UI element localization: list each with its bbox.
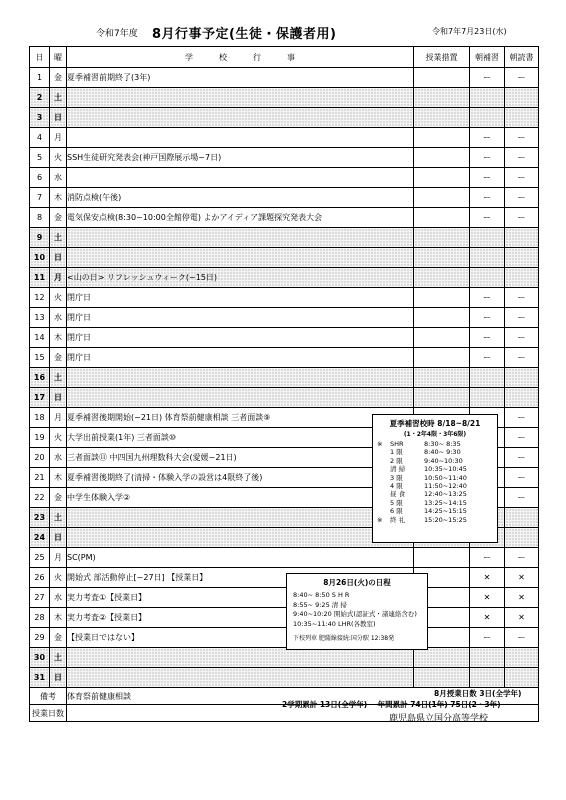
cumulative-totals xyxy=(282,699,501,710)
table-row xyxy=(30,388,539,408)
weekday-cell: 土 xyxy=(50,508,67,528)
morning-study-cell: ー xyxy=(470,288,505,308)
morning-reading-cell: ー xyxy=(505,488,539,508)
morning-reading-cell: ー xyxy=(505,68,539,88)
morning-reading-cell: ✕ xyxy=(505,568,539,588)
class-measure-cell xyxy=(414,648,470,668)
period-time: 10:50~11:40 xyxy=(424,473,467,482)
august-class-days: 8月授業日数 3日(全学年) xyxy=(434,689,522,698)
morning-study-cell: ー xyxy=(470,348,505,368)
morning-reading-cell xyxy=(505,368,539,388)
event-cell xyxy=(67,128,414,148)
day-cell: 7 xyxy=(30,188,50,208)
period-time: 11:50~12:40 xyxy=(424,482,467,491)
period-name: 2 限 xyxy=(390,456,403,465)
morning-study-cell: ー xyxy=(470,308,505,328)
day-cell: 24 xyxy=(30,528,50,548)
day-cell: 6 xyxy=(30,168,50,188)
day26-schedule-box xyxy=(286,573,428,650)
summer-period-row xyxy=(377,490,493,498)
event-cell: 中学生体験入学② xyxy=(67,488,414,508)
table-row xyxy=(30,228,539,248)
weekday-cell: 土 xyxy=(50,228,67,248)
table-row xyxy=(30,288,539,308)
morning-study-cell: ー xyxy=(470,548,505,568)
period-mark: ※ xyxy=(377,440,383,448)
schedule-table xyxy=(29,46,539,722)
event-cell: 【授業日ではない】 xyxy=(67,628,414,648)
period-mark xyxy=(377,448,390,456)
morning-reading-cell xyxy=(505,388,539,408)
day26-title: 8月26日(火)の日程 xyxy=(323,578,391,587)
day-cell: 19 xyxy=(30,428,50,448)
table-row xyxy=(30,208,539,228)
col-header-class-measure: 授業措置 xyxy=(414,47,470,68)
period-time: 13:25~14:15 xyxy=(424,498,467,507)
summer-schedule-box xyxy=(372,414,498,543)
class-measure-cell xyxy=(414,108,470,128)
period-name: 3 限 xyxy=(390,473,403,482)
weekday-cell: 水 xyxy=(50,308,67,328)
morning-reading-cell: ー xyxy=(505,468,539,488)
class-measure-cell xyxy=(414,548,470,568)
summer-period-row xyxy=(377,474,493,482)
morning-study-cell xyxy=(470,88,505,108)
day-cell: 11 xyxy=(30,268,50,288)
weekday-cell: 日 xyxy=(50,108,67,128)
table-row xyxy=(30,548,539,568)
day-cell: 30 xyxy=(30,648,50,668)
morning-study-cell xyxy=(470,388,505,408)
day-cell: 29 xyxy=(30,628,50,648)
class-measure-cell xyxy=(414,288,470,308)
period-name: SHR xyxy=(390,440,404,448)
day-cell: 21 xyxy=(30,468,50,488)
day-cell: 31 xyxy=(30,668,50,688)
day-cell: 27 xyxy=(30,588,50,608)
day-cell: 5 xyxy=(30,148,50,168)
weekday-cell: 土 xyxy=(50,368,67,388)
table-row xyxy=(30,168,539,188)
morning-study-cell: ー xyxy=(470,68,505,88)
morning-reading-cell: ー xyxy=(505,348,539,368)
morning-reading-cell: ー xyxy=(505,188,539,208)
weekday-cell: 火 xyxy=(50,288,67,308)
event-cell: SC(PM) xyxy=(67,548,414,568)
weekday-cell: 水 xyxy=(50,168,67,188)
table-row xyxy=(30,128,539,148)
summer-schedule-list xyxy=(377,440,493,524)
day-cell: 1 xyxy=(30,68,50,88)
event-cell xyxy=(67,508,414,528)
morning-reading-cell: ー xyxy=(505,208,539,228)
weekday-cell: 金 xyxy=(50,628,67,648)
class-measure-cell xyxy=(414,268,470,288)
day-cell: 18 xyxy=(30,408,50,428)
period-time: 8:30~ 8:35 xyxy=(424,440,461,448)
table-row xyxy=(30,608,539,628)
day-cell: 17 xyxy=(30,388,50,408)
event-cell: 閉庁日 xyxy=(67,288,414,308)
page-header xyxy=(0,24,566,44)
morning-reading-cell xyxy=(505,508,539,528)
weekday-cell: 日 xyxy=(50,668,67,688)
day-cell: 16 xyxy=(30,368,50,388)
period-name: 5 限 xyxy=(390,498,403,507)
event-cell: 実力考査①【授業日】 xyxy=(67,588,414,608)
morning-reading-cell: ー xyxy=(505,128,539,148)
weekday-cell: 金 xyxy=(50,208,67,228)
weekday-cell: 火 xyxy=(50,568,67,588)
period-mark xyxy=(377,457,390,465)
class-days-label: 授業日数 xyxy=(30,705,67,722)
day-cell: 22 xyxy=(30,488,50,508)
morning-reading-cell xyxy=(505,248,539,268)
summer-period-row xyxy=(377,499,493,507)
morning-reading-cell: ー xyxy=(505,448,539,468)
period-time: 9:40~10:30 xyxy=(424,456,463,465)
morning-reading-cell: ー xyxy=(505,168,539,188)
table-row xyxy=(30,668,539,688)
weekday-cell: 月 xyxy=(50,548,67,568)
event-cell xyxy=(67,368,414,388)
table-row xyxy=(30,148,539,168)
event-cell: 夏季補習後期終了(清掃・体験入学の設営は4限終了後) xyxy=(67,468,414,488)
morning-reading-cell xyxy=(505,648,539,668)
day-cell: 9 xyxy=(30,228,50,248)
event-cell xyxy=(67,228,414,248)
summer-period-row xyxy=(377,448,493,456)
event-cell xyxy=(67,668,414,688)
table-row xyxy=(30,308,539,328)
period-time: 10:35~10:45 xyxy=(424,465,467,474)
weekday-cell: 土 xyxy=(50,88,67,108)
annual-total: 年間累計 74日(1年) 75日(2・3年) xyxy=(377,700,501,709)
morning-study-cell xyxy=(470,248,505,268)
day-cell: 4 xyxy=(30,128,50,148)
morning-reading-cell xyxy=(505,228,539,248)
morning-study-cell: ー xyxy=(470,208,505,228)
morning-study-cell: ー xyxy=(470,168,505,188)
weekday-cell: 木 xyxy=(50,468,67,488)
day-cell: 28 xyxy=(30,608,50,628)
event-cell: <山の日> リフレッシュウィーク(~15日) xyxy=(67,268,414,288)
morning-reading-cell: ー xyxy=(505,308,539,328)
weekday-cell: 日 xyxy=(50,248,67,268)
remarks-label: 備考 xyxy=(30,688,67,705)
table-row xyxy=(30,348,539,368)
table-row xyxy=(30,188,539,208)
morning-reading-cell xyxy=(505,268,539,288)
second-term-total: 2学期累計 13日(全学年) xyxy=(282,700,368,709)
col-header-day: 日 xyxy=(30,47,50,68)
day-cell: 20 xyxy=(30,448,50,468)
table-row xyxy=(30,368,539,388)
table-row xyxy=(30,328,539,348)
summer-period-row xyxy=(377,507,493,515)
day26-item: 9:40~10:20 開始式(認証式・諸連絡含む) xyxy=(293,610,417,618)
weekday-cell: 木 xyxy=(50,608,67,628)
event-cell xyxy=(67,648,414,668)
table-row xyxy=(30,248,539,268)
morning-study-cell xyxy=(470,668,505,688)
day26-item: 10:35~11:40 LHR(各教室) xyxy=(293,619,376,628)
period-mark: ※ xyxy=(377,515,383,524)
morning-reading-cell: ✕ xyxy=(505,608,539,628)
weekday-cell: 水 xyxy=(50,588,67,608)
weekday-cell: 月 xyxy=(50,128,67,148)
day-cell: 2 xyxy=(30,88,50,108)
table-row xyxy=(30,588,539,608)
weekday-cell: 火 xyxy=(50,148,67,168)
morning-study-cell xyxy=(470,108,505,128)
day26-train-note: 下校列車 肥薩線接続:国分駅 12:38発 xyxy=(293,635,395,642)
morning-study-cell: ✕ xyxy=(470,588,505,608)
event-cell: 閉庁日 xyxy=(67,328,414,348)
morning-study-cell: ー xyxy=(470,148,505,168)
period-time: 14:25~15:15 xyxy=(424,507,467,516)
period-mark xyxy=(377,474,390,482)
period-mark xyxy=(377,482,390,490)
col-header-morning-study: 朝補習 xyxy=(470,47,505,68)
event-cell xyxy=(67,388,414,408)
period-time: 12:40~13:25 xyxy=(424,490,467,499)
event-cell: 開始式 部活動停止[~27日] 【授業日】 xyxy=(67,568,414,588)
period-mark xyxy=(377,465,390,473)
day-cell: 3 xyxy=(30,108,50,128)
weekday-cell: 土 xyxy=(50,648,67,668)
table-row xyxy=(30,88,539,108)
period-name: 終 礼 xyxy=(390,515,406,524)
table-row xyxy=(30,628,539,648)
morning-study-cell: ー xyxy=(470,628,505,648)
weekday-cell: 水 xyxy=(50,448,67,468)
table-row xyxy=(30,68,539,88)
table-row xyxy=(30,648,539,668)
morning-reading-cell: ー xyxy=(505,428,539,448)
col-header-weekday: 曜 xyxy=(50,47,67,68)
event-cell xyxy=(67,528,414,548)
col-header-morning-reading: 朝読書 xyxy=(505,47,539,68)
class-measure-cell xyxy=(414,328,470,348)
summer-period-row xyxy=(377,516,493,524)
class-measure-cell xyxy=(414,168,470,188)
morning-reading-cell xyxy=(505,108,539,128)
table-header-row xyxy=(30,47,539,68)
day26-item: 8:55~ 9:25 清 掃 xyxy=(293,600,347,609)
schedule-body xyxy=(30,68,539,688)
day-cell: 14 xyxy=(30,328,50,348)
event-cell: 消防点検(午後) xyxy=(67,188,414,208)
event-cell xyxy=(67,108,414,128)
weekday-cell: 木 xyxy=(50,328,67,348)
morning-study-cell: ✕ xyxy=(470,568,505,588)
class-measure-cell xyxy=(414,248,470,268)
day-cell: 12 xyxy=(30,288,50,308)
event-cell: 閉庁日 xyxy=(67,308,414,328)
class-measure-cell xyxy=(414,388,470,408)
remarks-value: 体育祭前健康相談 xyxy=(67,688,539,705)
period-mark xyxy=(377,507,390,515)
event-cell: 夏季補習後期開始(~21日) 体育祭前健康相談 三者面談⑨ xyxy=(67,408,414,428)
day26-item: 8:40~ 8:50 S H R xyxy=(293,591,350,599)
event-cell xyxy=(67,248,414,268)
class-measure-cell xyxy=(414,668,470,688)
morning-reading-cell: ✕ xyxy=(505,588,539,608)
morning-reading-cell: ー xyxy=(505,148,539,168)
weekday-cell: 月 xyxy=(50,268,67,288)
weekday-cell: 日 xyxy=(50,528,67,548)
weekday-cell: 月 xyxy=(50,408,67,428)
class-measure-cell xyxy=(414,308,470,328)
morning-study-cell xyxy=(470,228,505,248)
event-cell xyxy=(67,88,414,108)
period-time: 15:20~15:25 xyxy=(424,515,467,524)
class-measure-cell xyxy=(414,368,470,388)
weekday-cell: 木 xyxy=(50,188,67,208)
morning-reading-cell xyxy=(505,88,539,108)
weekday-cell: 日 xyxy=(50,388,67,408)
weekday-cell: 金 xyxy=(50,348,67,368)
morning-study-cell: ー xyxy=(470,188,505,208)
event-cell: 閉庁日 xyxy=(67,348,414,368)
period-time: 8:40~ 9:30 xyxy=(424,448,461,457)
period-name: 4 限 xyxy=(390,482,403,491)
table-row xyxy=(30,108,539,128)
class-measure-cell xyxy=(414,88,470,108)
event-cell: SSH生徒研究発表会(神戸国際展示場~7日) xyxy=(67,148,414,168)
morning-study-cell xyxy=(470,268,505,288)
class-measure-cell xyxy=(414,228,470,248)
morning-reading-cell xyxy=(505,668,539,688)
fiscal-year: 令和7年度 xyxy=(96,29,138,39)
event-cell: 三者面談⑪ 中四国九州理数科大会(愛媛~21日) xyxy=(67,448,414,468)
morning-study-cell xyxy=(470,368,505,388)
school-name: 鹿児島県立国分高等学校 xyxy=(389,714,489,724)
morning-reading-cell: ー xyxy=(505,408,539,428)
period-name: 1 限 xyxy=(390,448,403,457)
day-cell: 25 xyxy=(30,548,50,568)
summer-period-row xyxy=(377,457,493,465)
class-measure-cell xyxy=(414,208,470,228)
period-name: 清 掃 xyxy=(390,465,406,474)
morning-study-cell: ✕ xyxy=(470,608,505,628)
morning-reading-cell: ー xyxy=(505,548,539,568)
event-cell: 電気保安点検(8:30~10:00全館停電) よかアイディア課題探究発表大会 xyxy=(67,208,414,228)
issue-date: 令和7年7月23日(水) xyxy=(432,27,507,36)
table-row xyxy=(30,568,539,588)
day-cell: 23 xyxy=(30,508,50,528)
period-mark xyxy=(377,499,390,507)
morning-study-cell: ー xyxy=(470,128,505,148)
summer-period-row xyxy=(377,465,493,473)
event-cell xyxy=(67,168,414,188)
event-cell: 大学出前授業(1年) 三者面談⑩ xyxy=(67,428,414,448)
day-cell: 13 xyxy=(30,308,50,328)
period-name: 昼 食 xyxy=(390,490,406,499)
class-measure-cell xyxy=(414,128,470,148)
weekday-cell: 火 xyxy=(50,428,67,448)
morning-reading-cell: ー xyxy=(505,328,539,348)
day-cell: 26 xyxy=(30,568,50,588)
class-measure-cell xyxy=(414,188,470,208)
period-name: 6 限 xyxy=(390,507,403,516)
class-measure-cell xyxy=(414,148,470,168)
table-row xyxy=(30,268,539,288)
morning-reading-cell: ー xyxy=(505,628,539,648)
weekday-cell: 金 xyxy=(50,488,67,508)
day-cell: 10 xyxy=(30,248,50,268)
morning-study-cell xyxy=(470,648,505,668)
weekday-cell: 金 xyxy=(50,68,67,88)
morning-reading-cell: ー xyxy=(505,288,539,308)
day-cell: 8 xyxy=(30,208,50,228)
class-measure-cell xyxy=(414,68,470,88)
col-header-event: 学校行事 xyxy=(67,47,414,68)
morning-study-cell: ー xyxy=(470,328,505,348)
event-cell: 実力考査②【授業日】 xyxy=(67,608,414,628)
summer-schedule-subtitle: (1・2年4限・3年6限) xyxy=(403,431,467,438)
morning-reading-cell xyxy=(505,528,539,548)
day-cell: 15 xyxy=(30,348,50,368)
class-measure-cell xyxy=(414,348,470,368)
period-mark xyxy=(377,490,390,498)
summer-schedule-title: 夏季補習校時 8/18~8/21 xyxy=(389,419,481,428)
page-title: 8月行事予定(生徒・保護者用) xyxy=(152,27,337,42)
event-cell: 夏季補習前期終了(3年) xyxy=(67,68,414,88)
